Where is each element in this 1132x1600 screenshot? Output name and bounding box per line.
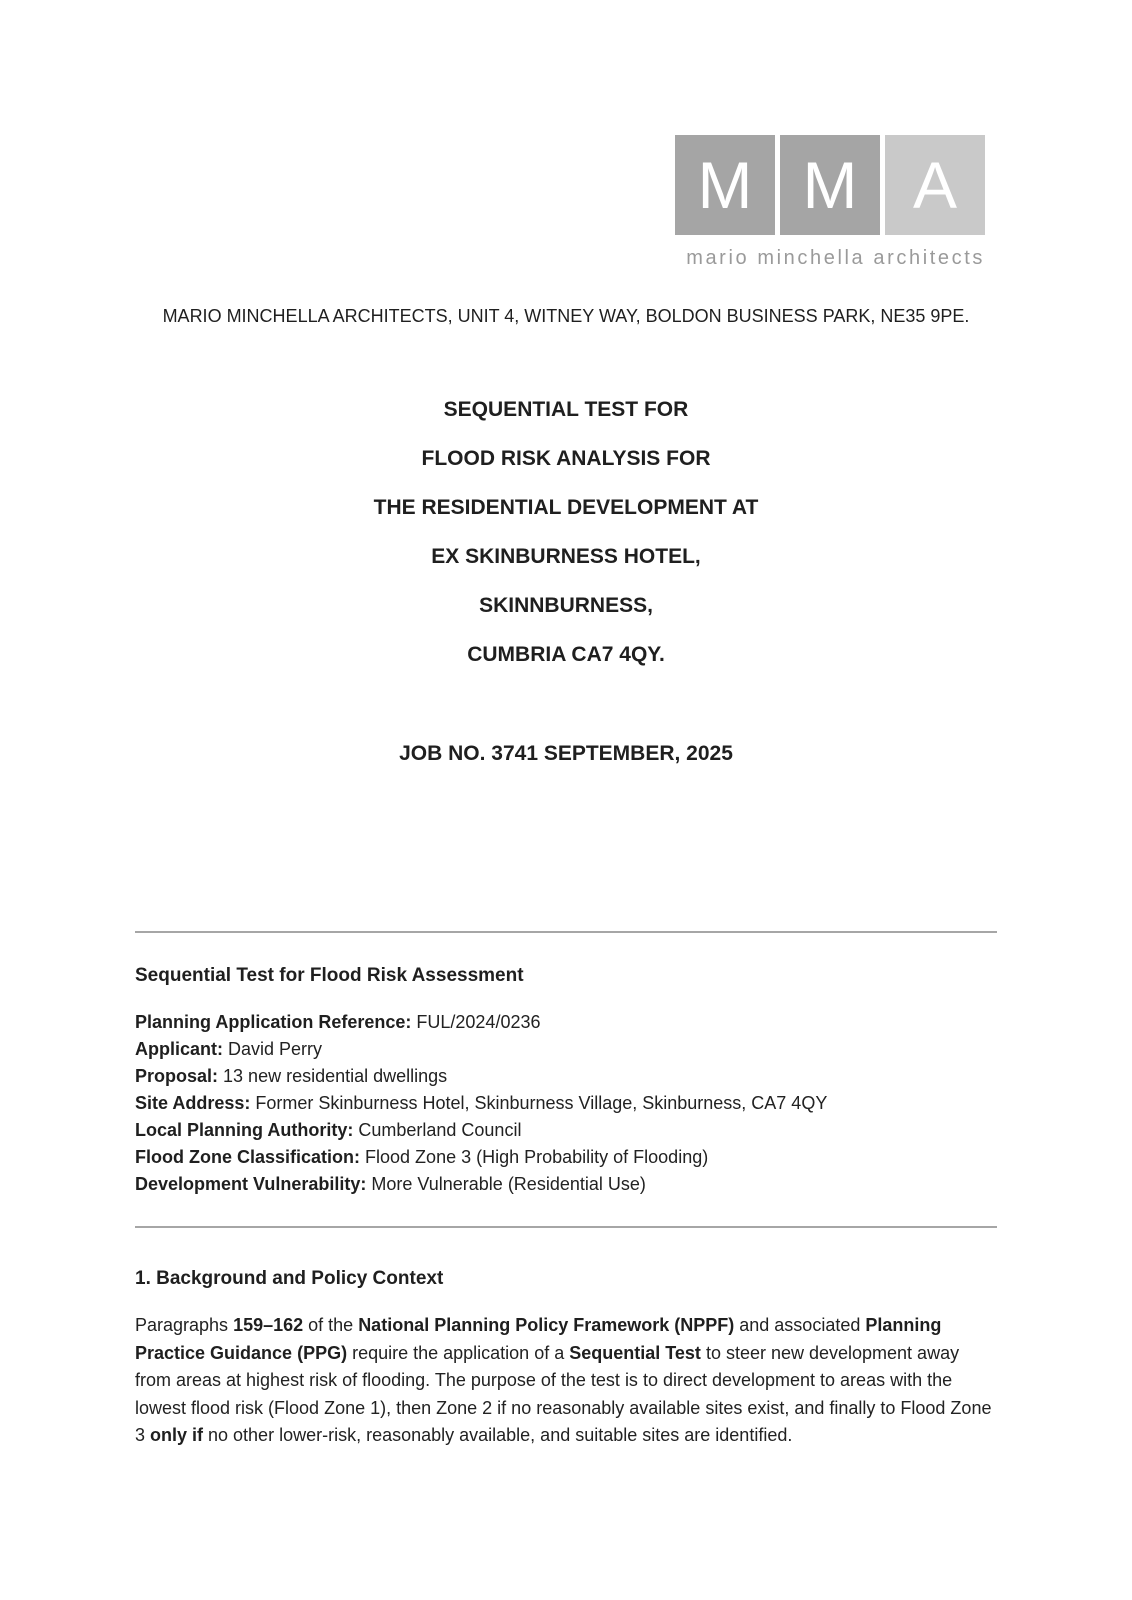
divider-middle	[135, 1226, 997, 1228]
field-value: FUL/2024/0236	[416, 1012, 541, 1032]
logo-squares	[675, 135, 985, 235]
field-proposal	[135, 1063, 997, 1090]
title-line: EX SKINBURNESS HOTEL,	[431, 545, 701, 568]
logo-letter-m1: M	[697, 148, 753, 222]
field-value: 13 new residential dwellings	[223, 1066, 448, 1086]
field-label: Local Planning Authority:	[135, 1120, 354, 1140]
field-value: More Vulnerable (Residential Use)	[371, 1174, 646, 1194]
field-label: Development Vulnerability:	[135, 1174, 367, 1194]
logo-letter-a: A	[912, 148, 958, 222]
background-paragraph: Paragraphs 159–162 of the National Planning Policy Framework (NPPF) and associated Planning Practice Guidance (PPG) require the application of a Sequential Test to steer new development away from areas at highest risk of flooding. The purpose of the test is to direct development to areas with the lowest flood risk (Flood Zone 1), then Zone 2 if no reasonably available sites exist, and finally to Flood Zone 3 only if no other lower-risk, reasonably available, and suitable sites are identified.	[135, 1315, 992, 1445]
field-site-address	[135, 1090, 997, 1117]
field-value: David Perry	[228, 1039, 323, 1059]
field-applicant	[135, 1036, 997, 1063]
field-label: Site Address:	[135, 1093, 251, 1113]
field-value: Flood Zone 3 (High Probability of Flooding)	[365, 1147, 709, 1167]
logo-square-a	[885, 135, 985, 235]
title-line: THE RESIDENTIAL DEVELOPMENT AT	[373, 496, 759, 519]
company-logo	[0, 0, 1132, 270]
field-label: Planning Application Reference:	[135, 1012, 412, 1032]
logo-square-m2	[780, 135, 880, 235]
field-label: Proposal:	[135, 1066, 219, 1086]
title-line: FLOOD RISK ANALYSIS FOR	[421, 447, 711, 470]
company-address: MARIO MINCHELLA ARCHITECTS, UNIT 4, WITNEY WAY, BOLDON BUSINESS PARK, NE35 9PE.	[162, 306, 970, 326]
title-line: SEQUENTIAL TEST FOR	[443, 398, 689, 421]
field-label: Applicant:	[135, 1039, 223, 1059]
logo-letter-m2: M	[802, 148, 858, 222]
field-development-vulnerability	[135, 1171, 997, 1198]
field-flood-zone-classification	[135, 1144, 997, 1171]
field-planning-reference	[135, 1009, 997, 1036]
summary-fields	[135, 1009, 997, 1198]
title-line: SKINNBURNESS,	[479, 594, 653, 617]
summary-heading: Sequential Test for Flood Risk Assessment	[135, 965, 524, 986]
field-value: Former Skinburness Hotel, Skinburness Village, Skinburness, CA7 4QY	[255, 1093, 828, 1113]
job-number-line: JOB NO. 3741 SEPTEMBER, 2025	[399, 742, 733, 765]
field-label: Flood Zone Classification:	[135, 1147, 361, 1167]
divider-top	[135, 931, 997, 933]
logo-subtitle: mario minchella architects	[686, 247, 985, 269]
field-value: Cumberland Council	[358, 1120, 522, 1140]
logo-square-m1	[675, 135, 775, 235]
title-line: CUMBRIA CA7 4QY.	[467, 643, 665, 666]
document-content	[135, 931, 997, 1450]
section-heading-background: 1. Background and Policy Context	[135, 1268, 444, 1289]
field-local-planning-authority	[135, 1117, 997, 1144]
document-title-block	[0, 385, 1132, 778]
